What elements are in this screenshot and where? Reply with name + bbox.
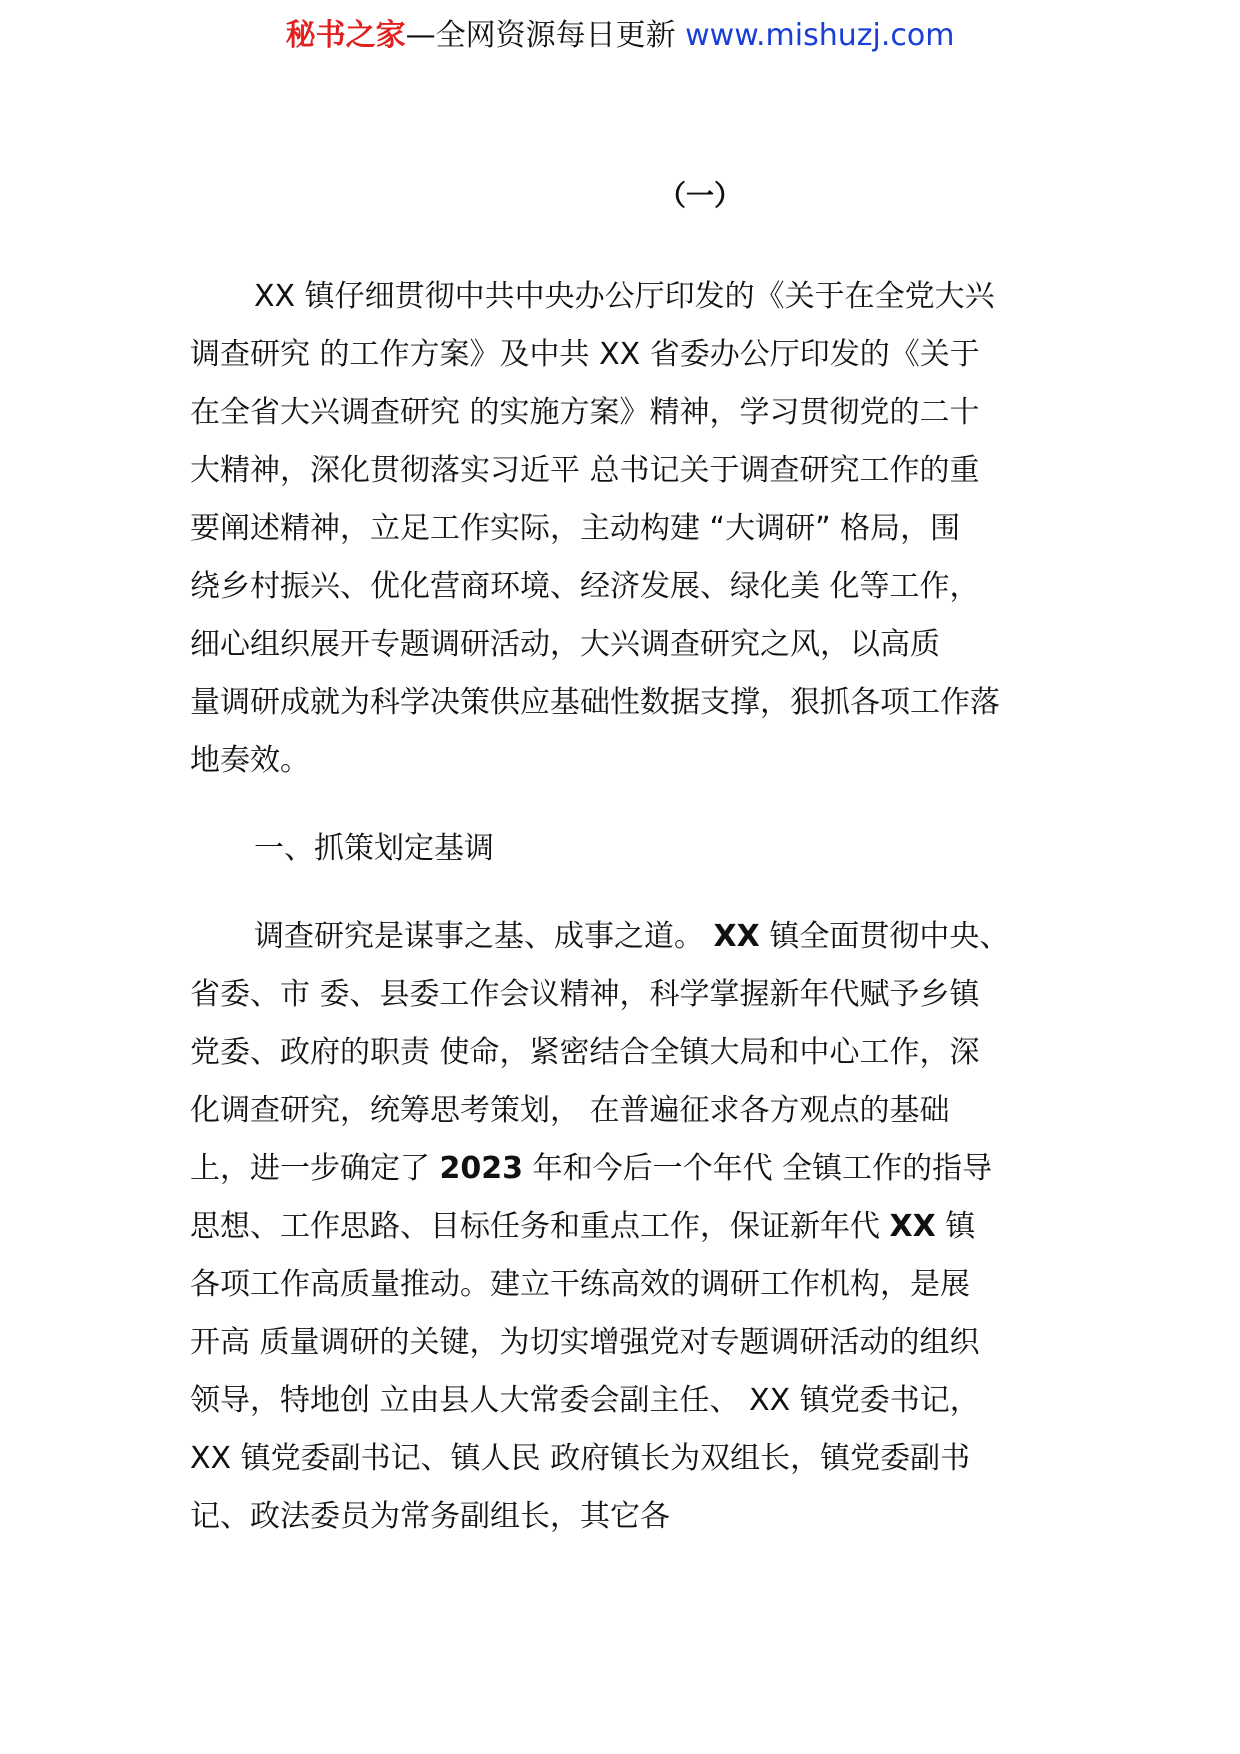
paragraph1-line: 绕乡村振兴、优化营商环境、经济发展、绿化美 化等工作，	[190, 569, 980, 604]
text-run: 年和今后一个年代 全镇工作的指导	[523, 1151, 993, 1186]
paragraph1-line: 调查研究 的工作方案》及中共 XX 省委办公厅印发的《关于	[190, 337, 980, 372]
paragraph1-line: 细心组织展开专题调研活动，大兴调查研究之风，以高质	[190, 627, 940, 662]
paragraph2-line	[190, 1140, 1070, 1198]
paragraph-gap	[190, 790, 1070, 820]
text-run: 调查研究是谋事之基、成事之道。	[254, 919, 714, 954]
paragraph1-line: 大精神，深化贯彻落实习近平 总书记关于调查研究工作的重	[190, 453, 980, 488]
paragraph2-line: 各项工作高质量推动。建立干练高效的调研工作机构，是展	[190, 1267, 970, 1302]
paragraph2-line	[190, 1198, 1070, 1256]
bold-text-run: XX	[889, 1209, 936, 1244]
paragraph-gap	[190, 878, 1070, 908]
paragraph1-line: 量调研成就为科学决策供应基础性数据支撑，狠抓各项工作落	[190, 685, 1000, 720]
section-heading: 一、抓策划定基调	[254, 831, 494, 866]
paragraph1-line: 地奏效。	[190, 743, 310, 778]
paragraph1-line: 在全省大兴调查研究 的实施方案》精神，学习贯彻党的二十	[190, 395, 980, 430]
paragraph2-line: 开高 质量调研的关键，为切实增强党对专题调研活动的组织	[190, 1325, 980, 1360]
bold-text-run: XX	[713, 919, 760, 954]
text-run: 镇	[935, 1209, 976, 1244]
paragraph1-line: XX 镇仔细贯彻中共中央办公厅印发的《关于在全党大兴	[254, 279, 995, 314]
paragraph2-line: 领导，特地创 立由县人大常委会副主任、 XX 镇党委书记，	[190, 1383, 980, 1418]
paragraph2-line: 党委、政府的职责 使命，紧密结合全镇大局和中心工作，深	[190, 1035, 980, 1070]
text-run: 镇全面贯彻中央、	[759, 919, 1010, 954]
paragraph2-line: 化调查研究，统筹思考策划， 在普遍征求各方观点的基础	[190, 1093, 950, 1128]
brand-name: 秘书之家	[285, 18, 406, 53]
paragraph2-line: 省委、市 委、县委工作会议精神，科学掌握新年代赋予乡镇	[190, 977, 980, 1012]
site-header	[0, 14, 1240, 58]
document-body	[190, 268, 1070, 1546]
paragraph2-line: XX 镇党委副书记、镇人民 政府镇长为双组长，镇党委副书	[190, 1441, 971, 1476]
bold-text-run: 2023	[439, 1151, 524, 1186]
site-url-link[interactable]: www.mishuzj.com	[685, 18, 955, 53]
paragraph2-line	[190, 908, 1070, 966]
paragraph2-line: 记、政法委员为常务副组长，其它各	[190, 1499, 670, 1534]
paragraph1-line: 要阐述精神，立足工作实际，主动构建 “大调研” 格局，围	[190, 511, 961, 546]
section-title: （一）	[657, 179, 742, 212]
text-run: 上，进一步确定了	[190, 1151, 440, 1186]
header-tagline: —全网资源每日更新	[405, 18, 686, 53]
text-run: 思想、工作思路、目标任务和重点工作，保证新年代	[190, 1209, 890, 1244]
